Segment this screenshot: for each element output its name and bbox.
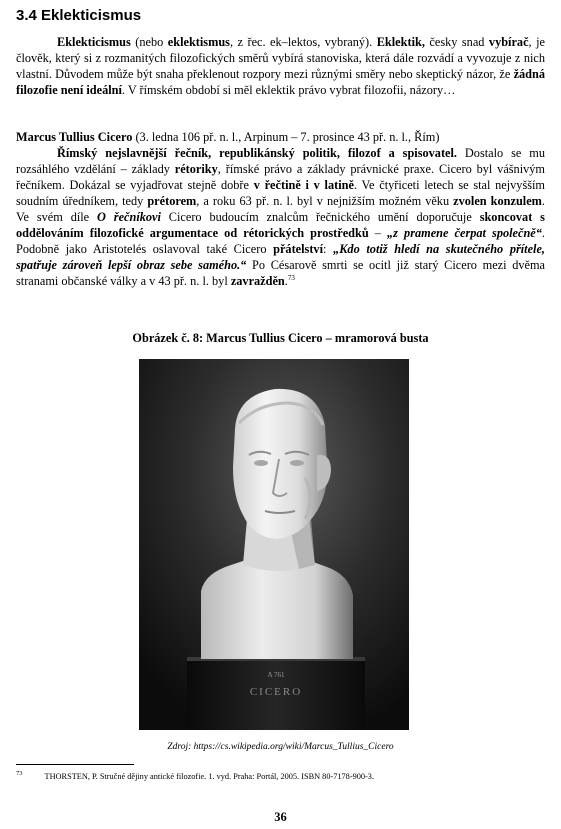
cicero-paragraph bbox=[16, 145, 545, 289]
paragraph2-segment: Římský nejslavnější řečník, republikánský politik, filozof a spisovatel. bbox=[57, 146, 457, 160]
paragraph2-segment: rétoriky bbox=[174, 162, 218, 176]
paragraph2-segment: , římské právo a základy právnické praxe. Cicero byl vášnivým řečníkem. Dokázal se vyjadřovat stejně dobře bbox=[16, 162, 545, 192]
paragraph2-segment: . bbox=[284, 274, 288, 288]
paragraph2-segment: . Ve svém díle bbox=[16, 194, 545, 224]
footnote-text: THORSTEN, P. Stručné dějiny antické filozofie. 1. vyd. Praha: Portál, 2005. ISBN 80-7178-900-3. bbox=[44, 772, 375, 781]
cicero-heading-name: Marcus Tullius Cicero bbox=[16, 130, 133, 144]
bust-inscription-number: A 761 bbox=[267, 671, 285, 679]
paragraph2-segment: : bbox=[323, 242, 334, 256]
paragraph2-segment: , a roku 63 př. n. l. byl v nejnižším možném věku bbox=[196, 194, 454, 208]
paragraph2-segment: „z pramene čerpat společně“ bbox=[387, 226, 542, 240]
paragraph1-segment: . V římském období si měl eklektik právo vybrat filozofii, názory… bbox=[121, 83, 456, 97]
bust-inscription-name: CICERO bbox=[249, 686, 303, 698]
eklekticismus-text bbox=[16, 35, 545, 97]
figure-caption: Obrázek č. 8: Marcus Tullius Cicero – mramorová busta bbox=[132, 331, 429, 345]
cicero-heading-dates: (3. ledna 106 př. n. l., Arpinum – 7. prosince 43 př. n. l., Řím) bbox=[132, 130, 440, 144]
cicero-text bbox=[16, 146, 545, 288]
paragraph1-segment: , je člověk, který si z rozmanitých filozofických směrů vybírá stanoviska, která dále rozvádí a vyvozuje z nich vlastní. Důvodem může být snaha překlenout rozpory mezi různými směry nebo skeptický názor, že bbox=[16, 35, 545, 81]
cicero-section bbox=[16, 129, 545, 289]
paragraph1-segment: , z řec. ek–lektos, vybraný). bbox=[229, 35, 377, 49]
footnote-reference[interactable]: 73 bbox=[287, 273, 295, 282]
paragraph2-segment: „Kdo totiž hledí na skutečného přítele, spatřuje zároveň lepší obraz sebe samého.“ bbox=[16, 242, 546, 272]
eklekticismus-paragraph bbox=[16, 34, 545, 98]
footnote-divider bbox=[16, 764, 134, 765]
paragraph2-segment: prétorem bbox=[147, 194, 197, 208]
page-number: 36 bbox=[274, 810, 287, 824]
section-title: 3.4 Eklekticismus bbox=[16, 7, 142, 24]
paragraph2-segment: zavražděn bbox=[230, 274, 285, 288]
paragraph2-segment: – bbox=[368, 226, 388, 240]
paragraph2-segment: . Podobně jako Aristotelés oslavoval také Cicero bbox=[16, 226, 545, 256]
paragraph1-segment: česky snad bbox=[424, 35, 489, 49]
paragraph1-segment: žádná filozofie není ideální bbox=[16, 67, 545, 97]
bust-illustration bbox=[139, 359, 409, 730]
cicero-bust-photo bbox=[139, 359, 409, 730]
paragraph2-segment: Dostalo se mu rozsáhlého vzdělání – základy bbox=[16, 146, 545, 176]
paragraph2-segment: O řečníkovi bbox=[97, 210, 161, 224]
paragraph2-segment: . Ve čtyřiceti letech se stal nejvyšším soudním úředníkem, tedy bbox=[16, 178, 546, 208]
paragraph1-segment: (nebo bbox=[130, 35, 168, 49]
cicero-heading bbox=[16, 129, 545, 145]
paragraph2-segment: v řečtině i v latině bbox=[253, 178, 354, 192]
paragraph2-segment: Cicero budoucím znalcům řečnického umění doporučuje bbox=[160, 210, 480, 224]
paragraph2-segment: přátelství bbox=[273, 242, 323, 256]
paragraph1-segment: vybírač bbox=[488, 35, 529, 49]
paragraph1-segment: Eklekticismus bbox=[57, 35, 131, 49]
paragraph1-segment: Eklektik, bbox=[376, 35, 425, 49]
paragraph2-segment: Po Césarově smrti se ocitl již starý Cicero mezi dvěma stranami občanské války a v 43 př. n. l. byl bbox=[16, 258, 545, 288]
paragraph2-segment: skoncovat s oddělováním filozofické argumentace od rétorických prostředků bbox=[16, 210, 545, 240]
footnote bbox=[16, 771, 545, 782]
paragraph2-segment: zvolen konzulem bbox=[453, 194, 542, 208]
paragraph1-segment: eklektismus bbox=[167, 35, 230, 49]
figure-source[interactable]: Zdroj: https://cs.wikipedia.org/wiki/Marcus_Tullius_Cicero bbox=[167, 742, 394, 752]
footnote-number: 73 bbox=[16, 770, 23, 778]
